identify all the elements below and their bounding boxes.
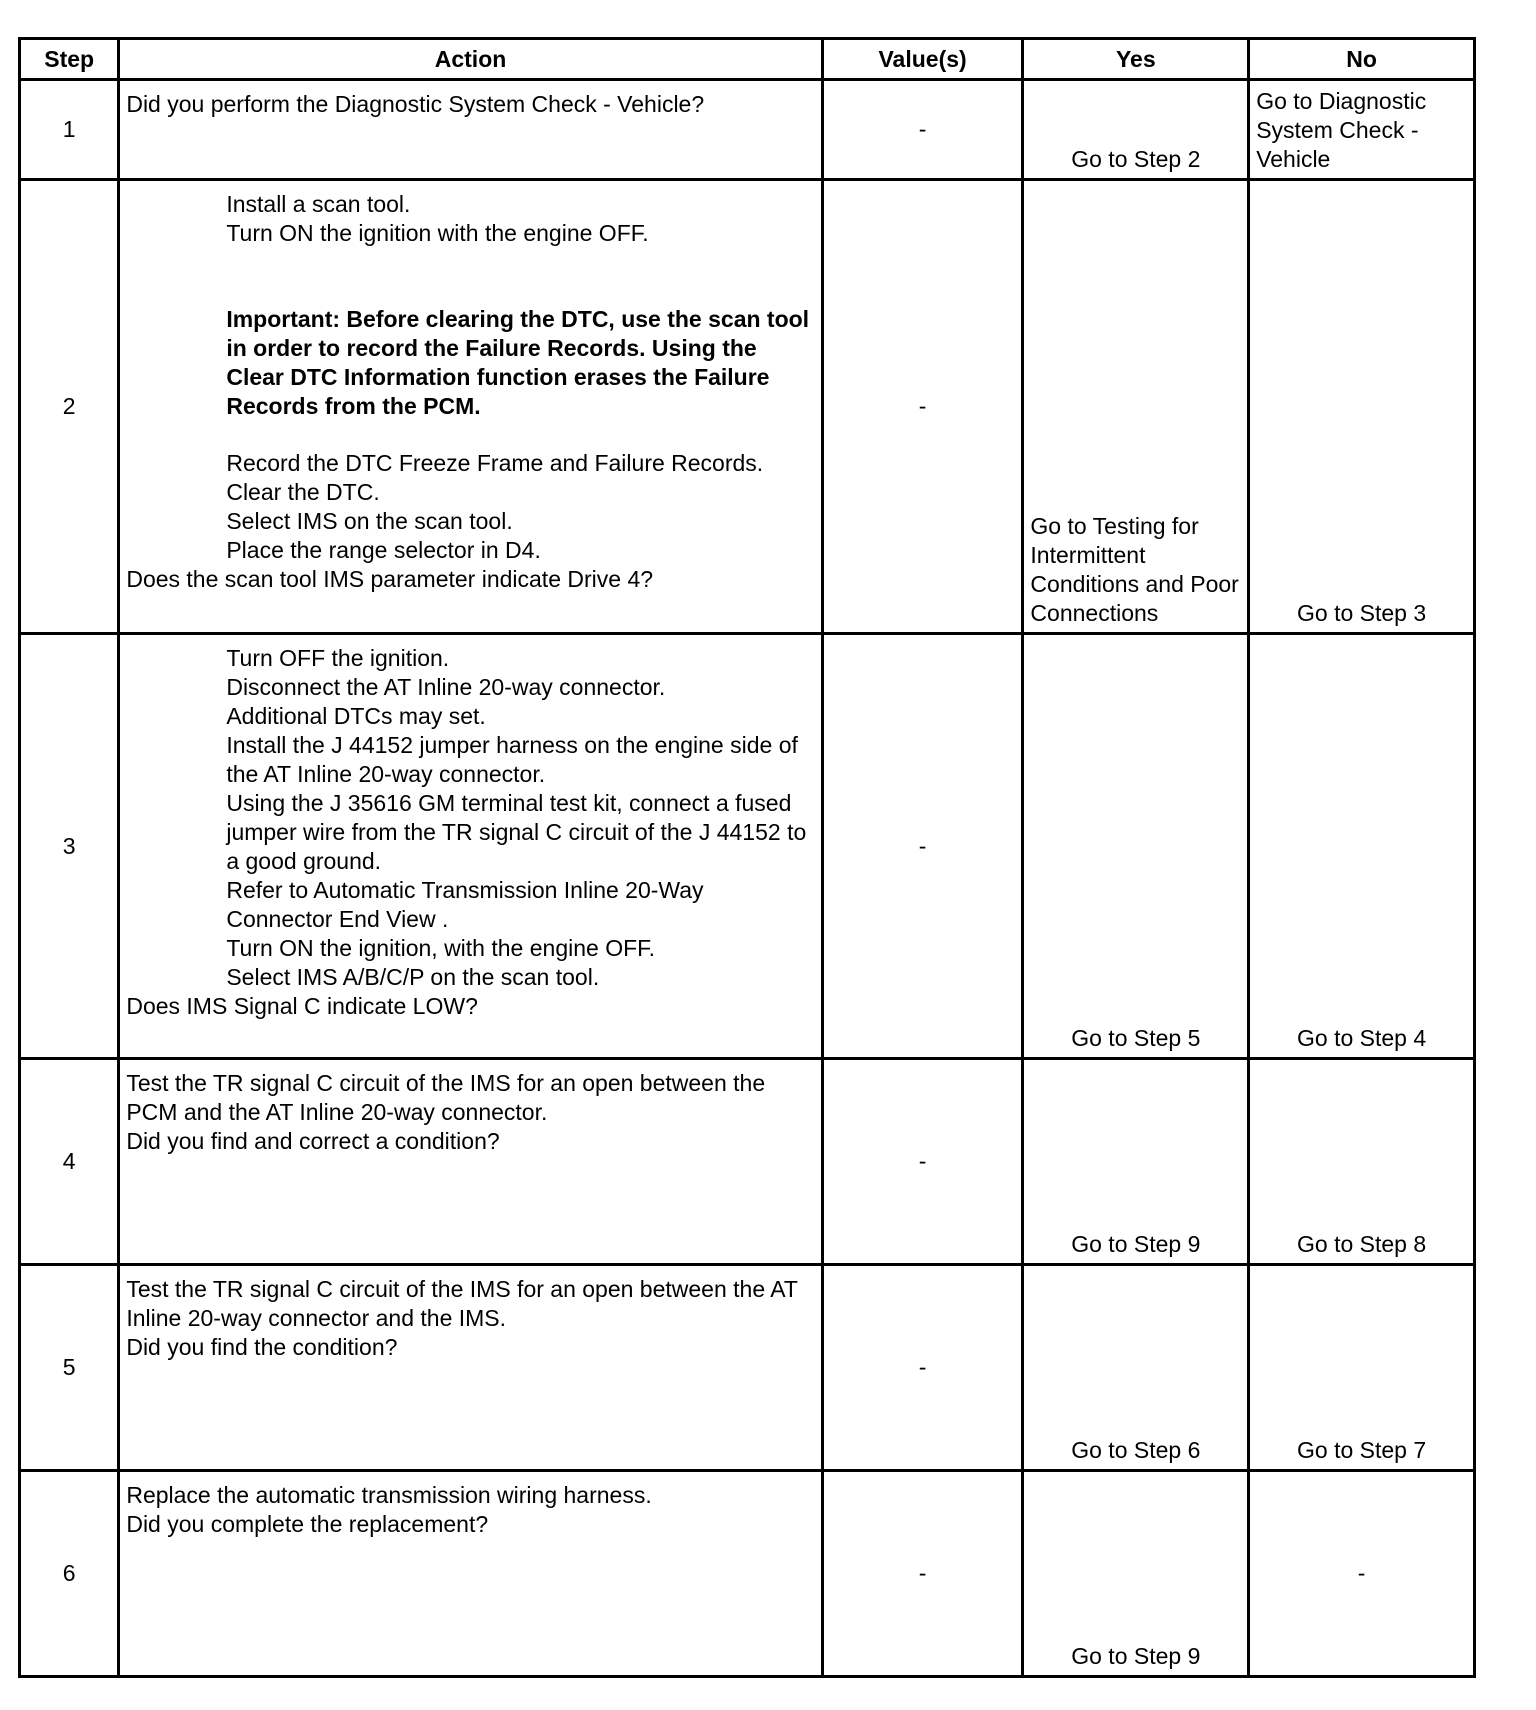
table-row xyxy=(20,634,1475,1059)
action-substep: Clear the DTC. xyxy=(226,479,380,505)
action-cell xyxy=(119,1265,822,1471)
table-row xyxy=(20,180,1475,634)
action-text: Test the TR signal C circuit of the IMS for an open between the PCM and the AT Inline 20-way connector. xyxy=(126,1070,766,1125)
action-question: Did you find and correct a condition? xyxy=(126,1128,500,1154)
diagnostic-table xyxy=(18,37,1476,1678)
header-row xyxy=(20,39,1475,80)
yes-outcome: Go to Step 9 xyxy=(1071,1231,1201,1257)
action-cell xyxy=(119,1059,822,1265)
no-outcome: Go to Diagnostic System Check - Vehicle xyxy=(1256,88,1427,172)
action-question: Did you find the condition? xyxy=(126,1334,398,1360)
action-substep: Turn OFF the ignition. xyxy=(226,645,450,671)
header-yes: Yes xyxy=(1023,39,1249,80)
action-substep: Using the J 35616 GM terminal test kit, connect a fused jumper wire from the TR signal C circuit of the J 44152 to a good ground. xyxy=(226,790,807,874)
action-substep: Install the J 44152 jumper harness on the engine side of the AT Inline 20-way connector. xyxy=(226,732,798,787)
no-outcome: Go to Step 7 xyxy=(1297,1437,1427,1463)
action-substep: Record the DTC Freeze Frame and Failure Records. xyxy=(226,450,764,476)
important-note: Important: Before clearing the DTC, use the scan tool in order to record the Failure Records. Using the Clear DTC Information function erases the Failure Records from the PCM. xyxy=(226,306,810,419)
header-action: Action xyxy=(119,39,822,80)
yes-outcome: Go to Testing for Intermittent Conditions and Poor Connections xyxy=(1030,513,1239,626)
table-row xyxy=(20,80,1475,180)
action-question: Did you complete the replacement? xyxy=(126,1511,489,1537)
value-cell: - xyxy=(822,1471,1023,1677)
header-step: Step xyxy=(20,39,119,80)
no-cell: - xyxy=(1249,1471,1475,1677)
value-cell: - xyxy=(822,1059,1023,1265)
yes-outcome: Go to Step 2 xyxy=(1071,146,1201,172)
yes-outcome: Go to Step 9 xyxy=(1071,1643,1201,1669)
action-cell xyxy=(119,1471,822,1677)
step-number: 3 xyxy=(20,634,119,1059)
action-question: Does IMS Signal C indicate LOW? xyxy=(126,993,478,1019)
no-cell xyxy=(1249,1059,1475,1265)
no-cell xyxy=(1249,80,1475,180)
no-cell xyxy=(1249,1265,1475,1471)
action-substep: Select IMS on the scan tool. xyxy=(226,508,513,534)
action-cell xyxy=(119,634,822,1059)
table-row xyxy=(20,1059,1475,1265)
step-number: 6 xyxy=(20,1471,119,1677)
no-outcome: Go to Step 3 xyxy=(1297,600,1427,626)
yes-outcome: Go to Step 5 xyxy=(1071,1025,1201,1051)
yes-cell xyxy=(1023,1471,1249,1677)
yes-outcome: Go to Step 6 xyxy=(1071,1437,1201,1463)
action-substep: Disconnect the AT Inline 20-way connector. xyxy=(226,674,666,700)
value-cell: - xyxy=(822,1265,1023,1471)
yes-cell xyxy=(1023,80,1249,180)
action-substep: Refer to Automatic Transmission Inline 20-Way Connector End View . xyxy=(226,877,704,932)
action-substep: Turn ON the ignition with the engine OFF. xyxy=(226,220,649,246)
action-cell xyxy=(119,80,822,180)
no-cell xyxy=(1249,634,1475,1059)
action-substep: Install a scan tool. xyxy=(226,191,411,217)
action-question: Does the scan tool IMS parameter indicate Drive 4? xyxy=(126,566,654,592)
table-row xyxy=(20,1265,1475,1471)
action-text: Test the TR signal C circuit of the IMS for an open between the AT Inline 20-way connector and the IMS. xyxy=(126,1276,798,1331)
action-text: Did you perform the Diagnostic System Check - Vehicle? xyxy=(126,91,705,117)
yes-cell xyxy=(1023,180,1249,634)
action-cell xyxy=(119,180,822,634)
action-substep: Additional DTCs may set. xyxy=(226,703,486,729)
no-cell xyxy=(1249,180,1475,634)
no-outcome: Go to Step 4 xyxy=(1297,1025,1427,1051)
value-cell: - xyxy=(822,180,1023,634)
action-substep: Select IMS A/B/C/P on the scan tool. xyxy=(226,964,600,990)
action-substep: Turn ON the ignition, with the engine OFF. xyxy=(226,935,656,961)
value-cell: - xyxy=(822,634,1023,1059)
yes-cell xyxy=(1023,1059,1249,1265)
step-number: 2 xyxy=(20,180,119,634)
table-row xyxy=(20,1471,1475,1677)
header-no: No xyxy=(1249,39,1475,80)
step-number: 1 xyxy=(20,80,119,180)
yes-cell xyxy=(1023,1265,1249,1471)
step-number: 4 xyxy=(20,1059,119,1265)
value-cell: - xyxy=(822,80,1023,180)
yes-cell xyxy=(1023,634,1249,1059)
action-text: Replace the automatic transmission wiring harness. xyxy=(126,1482,652,1508)
header-value: Value(s) xyxy=(822,39,1023,80)
step-number: 5 xyxy=(20,1265,119,1471)
action-substep: Place the range selector in D4. xyxy=(226,537,541,563)
no-outcome: Go to Step 8 xyxy=(1297,1231,1427,1257)
